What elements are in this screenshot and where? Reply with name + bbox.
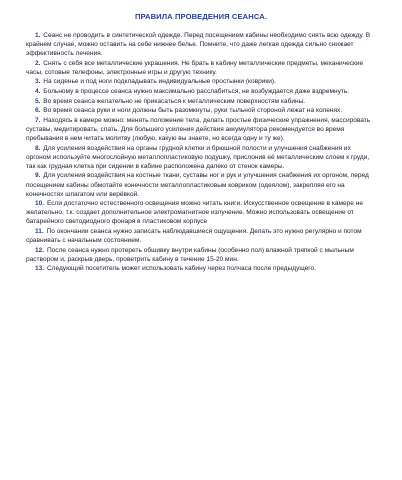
rule-number: 2. <box>35 59 41 67</box>
rule-text: Если достаточно естественного освещения можно читать книги. Искусственное освещение в камере не желательно, т.к. создает дополнительное электромагнитное излучение. Можно использовать освещение от батарейного светодиодного фонаря в пластиковом корпусе <box>26 200 363 226</box>
rule-number: 5. <box>35 97 41 105</box>
rule-number: 12. <box>35 246 45 254</box>
rule-text: Находясь в камере можно: менять положение тела, делать простые физические упражнения, массировать суставы, медитировать, спать. Для большего усиления действия аккумулятора рекомендуется во время пребывания в нем читать молитву (любую, какую вы знаете, но всегда одну и ту же). <box>26 116 371 143</box>
rule-text: Во время сеанса желательно не прикасаться к металлическим поверхностям кабины. <box>43 97 306 105</box>
rule-number: 9. <box>35 172 41 180</box>
rule-number: 10. <box>35 200 45 208</box>
rule-text: После сеанса нужно протереть обшивку внутри кабины (особенно пол) влажной тряпкой с мыльным раствором и, раскрыв дверь, проветрить кабину в течение 15-20 мин. <box>26 246 354 263</box>
rule-text: На сиденье и под ноги подкладывать индивидуальные простынки (коврики). <box>43 78 276 86</box>
rule-text: Больному в процессе сеанса нужно максимально расслабиться, не возбуждается даже вздремнуть. <box>43 88 350 96</box>
rule-number: 6. <box>35 107 41 115</box>
rule-number: 7. <box>35 116 41 124</box>
rule-item-3 <box>26 77 376 86</box>
rule-item-9 <box>26 171 376 198</box>
page-title: ПРАВИЛА ПРОВЕДЕНИЯ СЕАНСА. <box>134 12 268 21</box>
rule-item-13 <box>26 264 376 273</box>
rule-item-10 <box>26 199 376 226</box>
rule-number: 13. <box>35 265 45 273</box>
rule-number: 3. <box>35 78 41 86</box>
rule-text: Сеанс не проводить в синтетической одежде. Перед посещением кабины необходимо снять всю одежду. В крайнем случае, можно оставить на себе нижнее белье. Помните, что даже легкая одежда сильно снижает эффективность лечения. <box>26 32 371 58</box>
rule-text: Во время сеанса руки и ноги должны быть разомкнуты, руки тыльной стороной лежат на коленях. <box>43 107 343 115</box>
rule-text: Для усиления воздействия на костные ткани, суставы ног и рук и улучшения снабжения их оргоном, перед посещением кабины обмотайте конечности металлопластиковым ковриком (одеялом), закрепляя его на конечностях шпагатом или верёвкой. <box>26 172 369 198</box>
rule-number: 11. <box>35 227 44 235</box>
rule-item-6 <box>26 106 376 115</box>
rule-item-7 <box>26 116 376 143</box>
rule-item-2 <box>26 59 376 77</box>
rule-number: 1. <box>35 32 41 39</box>
rule-item-4 <box>26 87 376 96</box>
rule-text: Для усиления воздействия на органы грудной клетки и брюшной полости и улучшения снабжения их оргоном используйте многослойную металлопластиковую подушку, прислонив её металлическим слоем к груди, так как грудная клетка при сидении в кабине расположена далеко от стенок камеры. <box>26 144 370 170</box>
rule-item-1 <box>26 31 376 58</box>
rule-item-11 <box>26 227 376 245</box>
rule-text: Снять с себя все металлические украшения. Не брать в кабину металлические предметы, механические часы, сотовые телефоны, электронные игры и другую технику. <box>26 59 364 76</box>
rule-number: 4. <box>35 88 41 96</box>
rule-item-8 <box>26 144 376 171</box>
rules-list <box>26 31 376 273</box>
rule-item-5 <box>26 97 376 106</box>
rule-text: Следующий посетитель может использовать кабину через полчаса после предыдущего. <box>46 265 317 273</box>
rule-text: По окончании сеанса нужно записать наблюдавшиеся ощущения. Делать это нужно регулярно и потом сравнивать с начальным состоянием. <box>26 227 362 244</box>
rule-number: 8. <box>35 144 41 152</box>
rule-item-12 <box>26 246 376 264</box>
